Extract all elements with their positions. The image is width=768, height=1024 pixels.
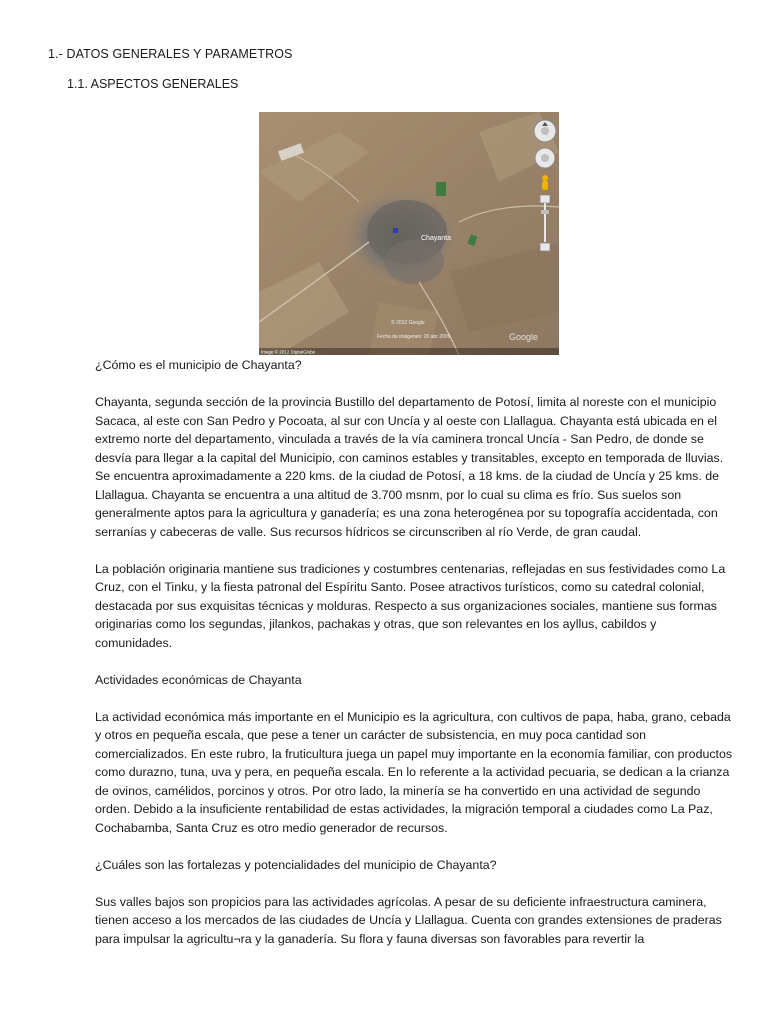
- rotate-look-icon[interactable]: [535, 148, 555, 168]
- pegman-icon[interactable]: [542, 175, 548, 190]
- paragraph: Sus valles bajos son propicios para las actividades agrícolas. A pesar de su deficiente infraestructura caminera, tienen acceso a los mercados de las ciudades de Uncía y Llallagua. Cuenta con grandes extensiones de praderas para impulsar la agricultu¬ra y la ganadería. Su flora y fauna diversas son favorables para revertir la: [95, 894, 722, 946]
- section-heading: 1.- DATOS GENERALES Y PARAMETROS: [48, 47, 293, 61]
- map-date-label: Fecha de imágenes: 20 abr 2009: [377, 334, 451, 340]
- paragraph: La actividad económica más importante en el Municipio es la agricultura, con cultivos de papa, haba, grano, cebada y otros en pequeña escala, que pese a tener un carácter de subsistencia, en muy poca cantidad son comercializados. En este rubro, la fruticultura juega un papel muy importante en la economía familiar, con productos como durazno, tuna, uva y pera, en pequeña escala. En lo referente a la actividad pecuaria, se dedican a la crianza de ovinos, camélidos, porcinos y otros. Por otro lado, la minería se ha convertido en una actividad de segundo orden. Debido a la insuficiente rentabilidad de estas actividades, la migración temporal a ciudades como La Paz, Cochabamba, Santa Cruz es otro medio generador de recursos.: [95, 709, 733, 835]
- navigation-compass-icon[interactable]: [534, 120, 556, 142]
- section-title: Actividades económicas de Chayanta: [95, 672, 302, 687]
- section-title: ¿Cuáles son las fortalezas y potencialidades del municipio de Chayanta?: [95, 857, 497, 872]
- document-body: [95, 356, 735, 948]
- paragraph: Chayanta, segunda sección de la provincia Bustillo del departamento de Potosí, limita al noreste con el municipio Sacaca, al este con San Pedro y Pocoata, al sur con Uncía y al oeste con Llallagua. Chayanta está ubicada en el extremo norte del departamento, vinculada a través de la vía caminera troncal Uncía - San Pedro, de donde se desvía para llegar a la capital del Municipio, con caminos estables y transitables, excepto en temporada de lluvias. Se encuentra aproximadamente a 220 kms. de la ciudad de Potosí, a 18 kms. de la ciudad de Uncía y 25 kms. de Llallagua. Chayanta se encuentra a una altitud de 3.700 msnm, por lo cual su clima es frío. Sus suelos son generalmente aptos para la agricultura y ganadería; es una zona heterogénea por su topografía accidentada, con serranías y cabeceras de valle. Sus recursos hídricos se circunscriben al río Verde, de gran caudal.: [95, 395, 724, 539]
- satellite-map-image: [259, 112, 559, 355]
- map-copyright-label: © 2012 Google: [391, 320, 425, 326]
- paragraph: La población originaria mantiene sus tradiciones y costumbres centenarias, reflejadas en sus festividades como La Cruz, con el Tinku, y la fiesta patronal del Espíritu Santo. Posee atractivos turísticos, como su catedral colonial, destacada por sus exquisitas técnicas y molduras. Respecto a sus organizaciones sociales, mantiene sus formas originarias como los segundas, jilankos, pachakas y otras, que son relevantes en los ayllus, cabildos y comunidades.: [95, 561, 726, 650]
- map-credit-label: Image © 2012 DigitalGlobe: [261, 349, 316, 355]
- google-brand-logo: Google: [509, 332, 539, 342]
- section-title: ¿Cómo es el municipio de Chayanta?: [95, 358, 302, 372]
- subsection-heading: 1.1. ASPECTOS GENERALES: [67, 77, 239, 91]
- map-place-label: Chayanta: [421, 235, 451, 242]
